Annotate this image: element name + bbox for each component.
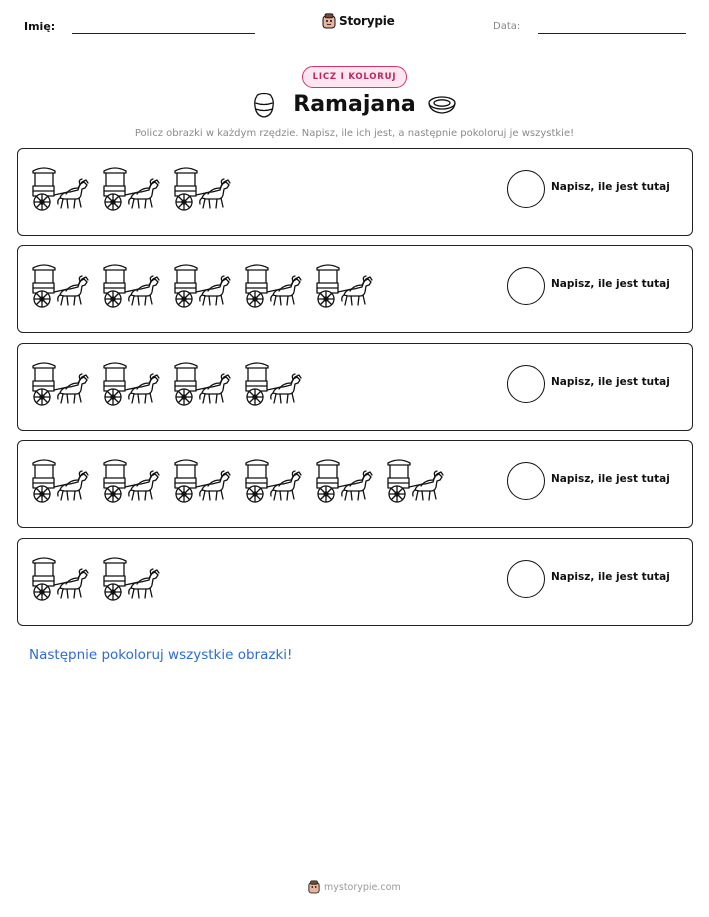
row-pictures	[30, 359, 303, 409]
counting-row	[17, 343, 693, 431]
horse-chariot-icon[interactable]	[172, 164, 232, 214]
row-pictures	[30, 261, 374, 311]
answer-label: Napisz, ile jest tutaj	[551, 376, 670, 388]
storypie-logo-icon	[308, 880, 320, 894]
counting-row	[17, 148, 693, 236]
horse-chariot-icon[interactable]	[314, 261, 374, 311]
instructions: Policz obrazki w każdym rzędzie. Napisz, ile ich jest, a następnie pokoloruj je wszystkie!	[134, 128, 575, 139]
name-label: Imię:	[24, 20, 56, 33]
horse-chariot-icon[interactable]	[243, 456, 303, 506]
footer-url: mystorypie.com	[324, 881, 401, 893]
answer-circle[interactable]	[507, 560, 545, 598]
counting-row	[17, 538, 693, 626]
horse-chariot-icon[interactable]	[30, 456, 90, 506]
row-pictures	[30, 456, 445, 506]
answer-label: Napisz, ile jest tutaj	[551, 571, 670, 583]
coloring-note: Następnie pokoloruj wszystkie obrazki!	[29, 647, 293, 663]
horse-chariot-icon[interactable]	[30, 164, 90, 214]
horse-chariot-icon[interactable]	[101, 164, 161, 214]
title-row	[0, 90, 709, 124]
horse-chariot-icon[interactable]	[172, 359, 232, 409]
worksheet-header	[0, 0, 709, 50]
name-field-line[interactable]	[72, 33, 255, 34]
answer-label: Napisz, ile jest tutaj	[551, 473, 670, 485]
storypie-logo-icon	[322, 13, 336, 29]
footer-brand	[308, 880, 401, 894]
horse-chariot-icon[interactable]	[30, 359, 90, 409]
activity-badge: LICZ I KOLORUJ	[302, 66, 407, 88]
answer-circle[interactable]	[507, 365, 545, 403]
row-pictures	[30, 554, 161, 604]
horse-chariot-icon[interactable]	[172, 456, 232, 506]
answer-label: Napisz, ile jest tutaj	[551, 278, 670, 290]
horse-chariot-icon[interactable]	[243, 261, 303, 311]
horse-chariot-icon[interactable]	[314, 456, 374, 506]
horse-chariot-icon[interactable]	[30, 554, 90, 604]
counting-row	[17, 440, 693, 528]
answer-label: Napisz, ile jest tutaj	[551, 181, 670, 193]
horse-chariot-icon[interactable]	[101, 554, 161, 604]
worksheet-title: Ramajana	[293, 92, 416, 117]
date-label: Data:	[493, 21, 521, 32]
horse-chariot-icon[interactable]	[101, 261, 161, 311]
bowl-icon	[427, 94, 457, 118]
horse-chariot-icon[interactable]	[101, 359, 161, 409]
answer-circle[interactable]	[507, 170, 545, 208]
brand	[322, 13, 395, 29]
row-pictures	[30, 164, 232, 214]
date-field-line[interactable]	[538, 33, 686, 34]
horse-chariot-icon[interactable]	[243, 359, 303, 409]
answer-circle[interactable]	[507, 267, 545, 305]
horse-chariot-icon[interactable]	[172, 261, 232, 311]
answer-circle[interactable]	[507, 462, 545, 500]
horse-chariot-icon[interactable]	[385, 456, 445, 506]
horse-chariot-icon[interactable]	[101, 456, 161, 506]
counting-row	[17, 245, 693, 333]
brand-name: Storypie	[339, 14, 395, 28]
horse-chariot-icon[interactable]	[30, 261, 90, 311]
